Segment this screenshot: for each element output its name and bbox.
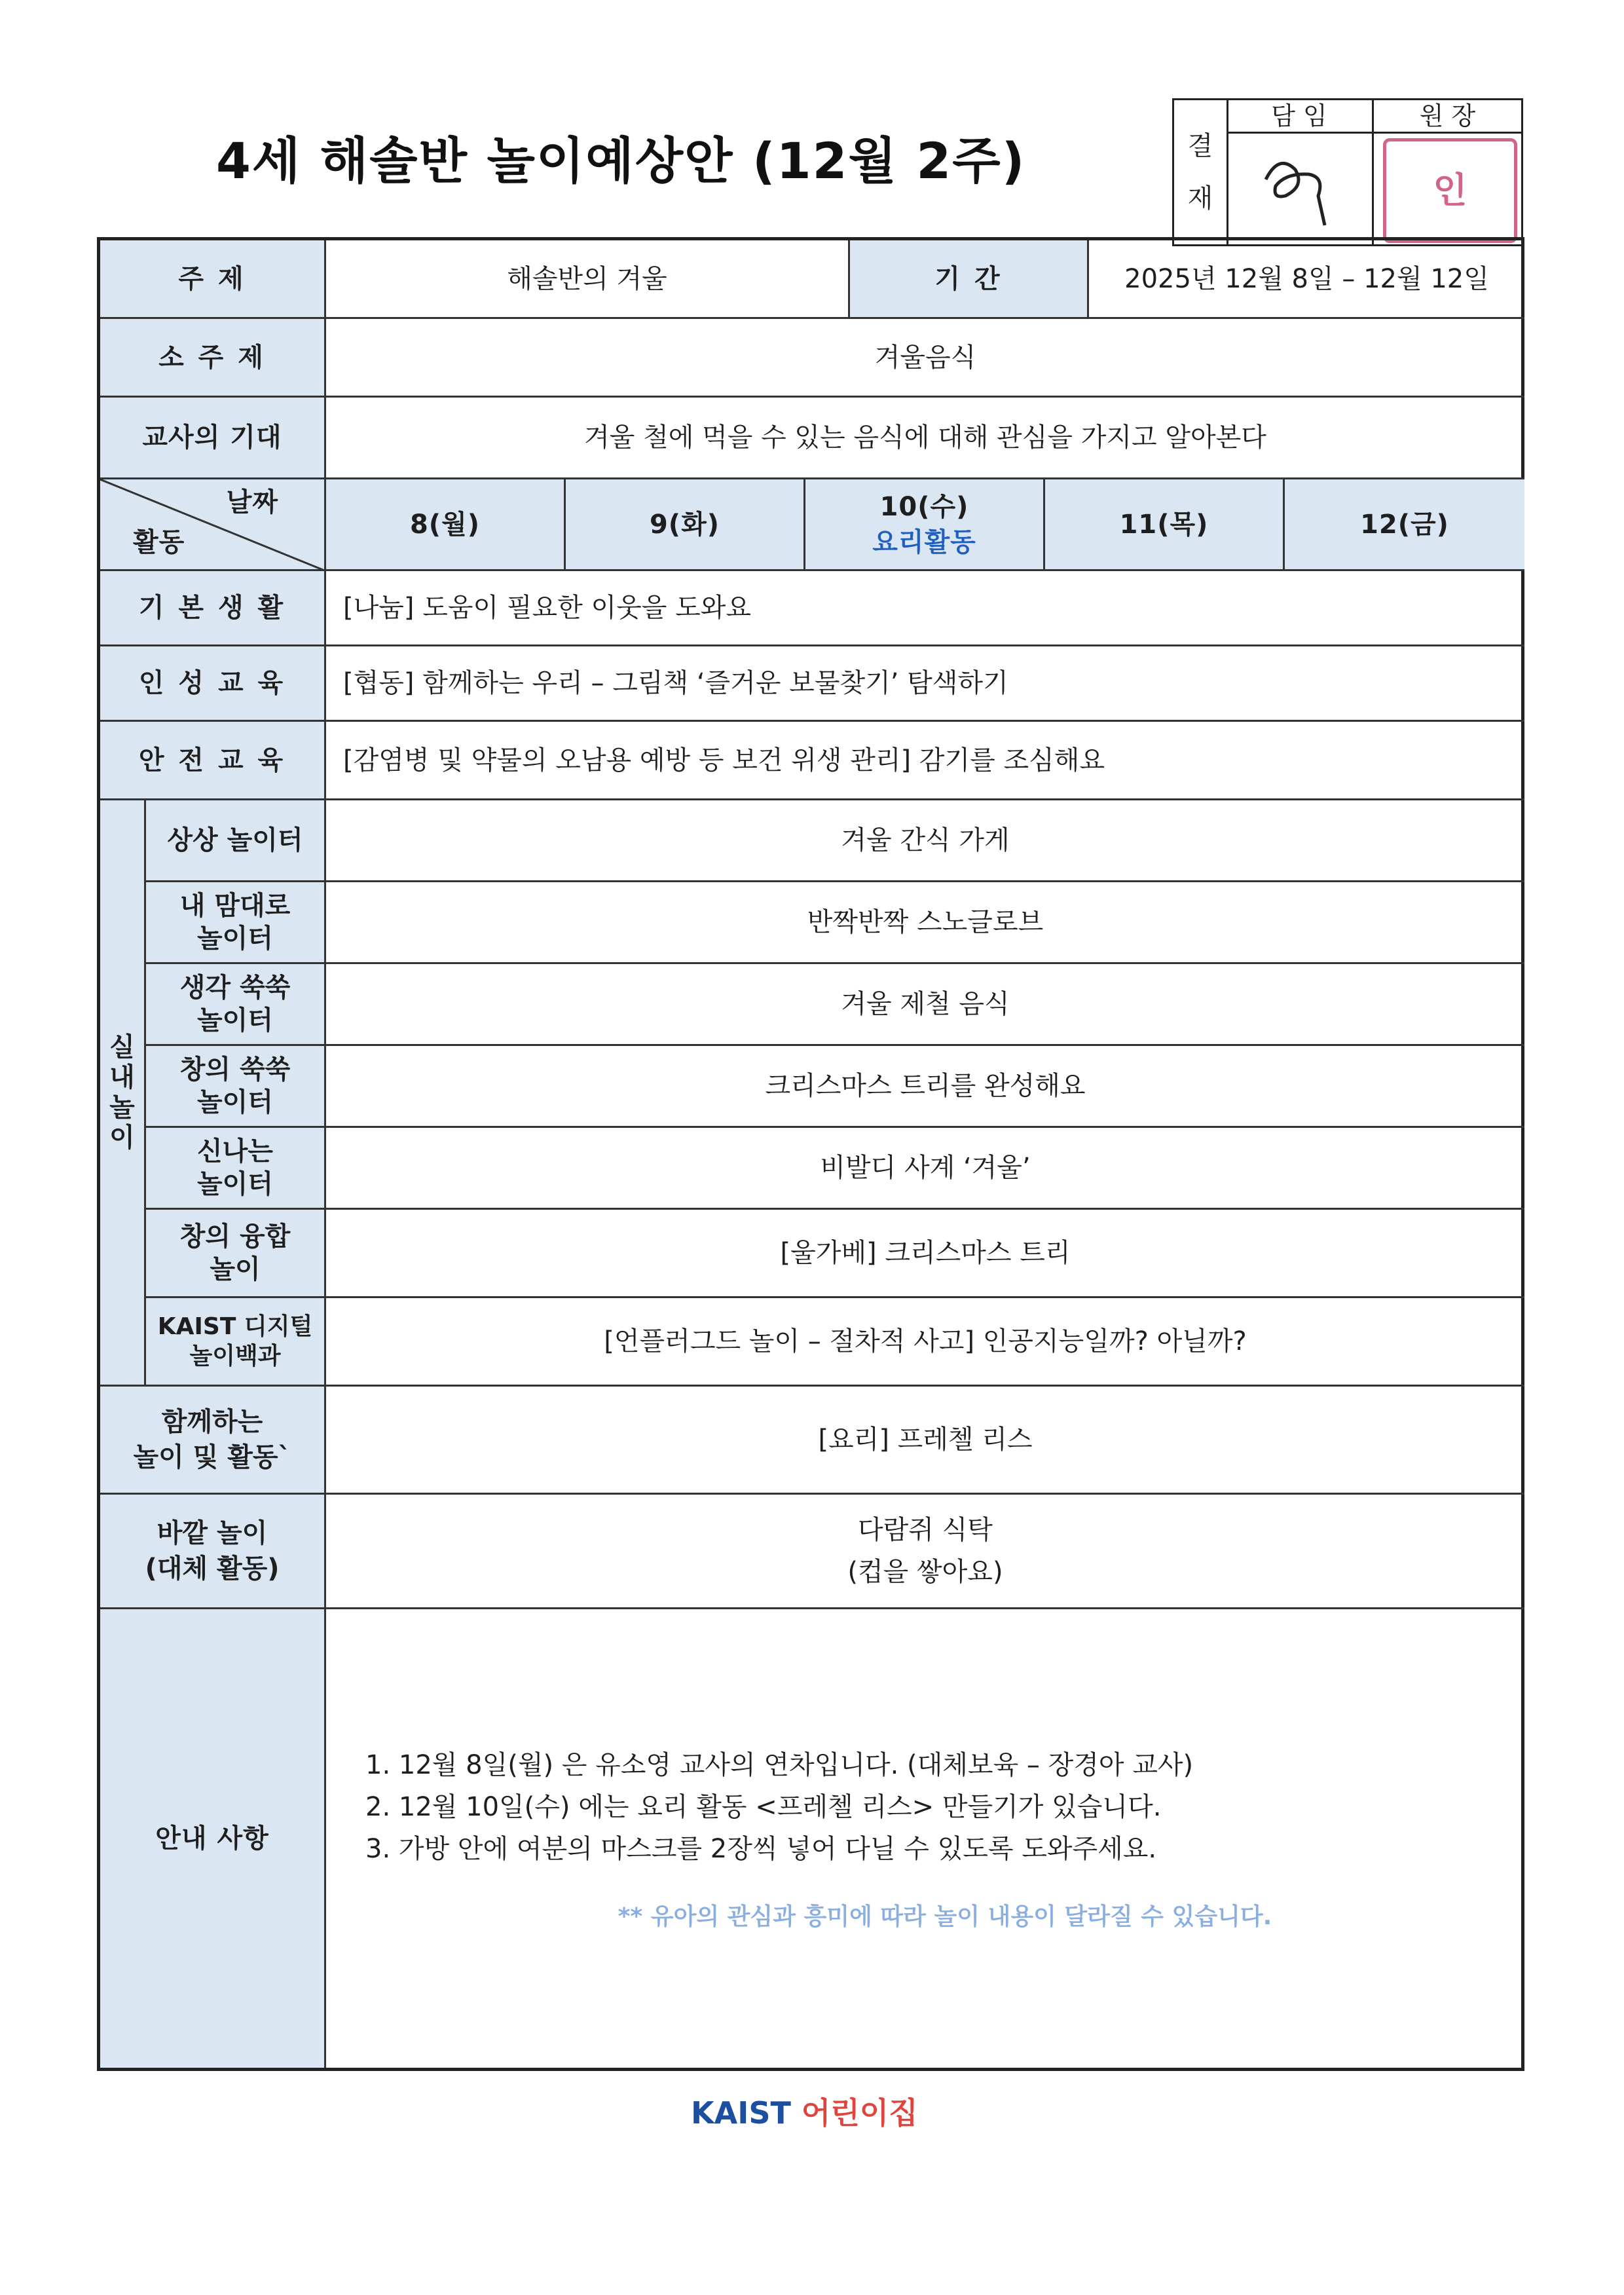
basic-life-value: [나눔] 도움이 필요한 이웃을 도와요 (326, 571, 1524, 646)
indoor-row-7-value: [언플러그드 놀이 – 절차적 사고] 인공지능일까? 아닐까? (326, 1298, 1524, 1387)
indoor-row-4-label-line1: 창의 쑥쑥 (179, 1054, 291, 1085)
logo-kindergarten: 어린이집 (801, 2095, 918, 2131)
indoor-row-6-label-line2: 놀이 (210, 1254, 261, 1284)
logo-kaist: KAIST (691, 2095, 791, 2131)
indoor-row-2-value: 반짝반짝 스노글로브 (326, 882, 1524, 964)
indoor-row-5-label (146, 1128, 326, 1210)
indoor-row-4-value: 크리스마스 트리를 완성해요 (326, 1046, 1524, 1128)
approval-teacher-label: 담 임 (1227, 100, 1372, 134)
outdoor-label (100, 1495, 326, 1609)
indoor-row-6-value: [울가베] 크리스마스 트리 (326, 1210, 1524, 1298)
basic-life-label: 기 본 생 활 (100, 571, 326, 646)
indoor-row-1-label (146, 800, 326, 882)
subtheme-value: 겨울음식 (326, 319, 1524, 398)
day-wed (805, 479, 1045, 571)
approval-box (1172, 98, 1523, 246)
activity-label: 활동 (133, 527, 185, 557)
indoor-row-6-label (146, 1210, 326, 1298)
period-value: 2025년 12월 8일 – 12월 12일 (1089, 240, 1524, 319)
safety-edu-value: [감염병 및 약물의 오남용 예방 등 보건 위생 관리] 감기를 조심해요 (326, 722, 1524, 800)
indoor-char-1: 실 (109, 1032, 135, 1062)
outdoor-value (326, 1495, 1524, 1609)
date-label: 날짜 (226, 487, 278, 517)
approval-side-bottom: 재 (1187, 183, 1213, 214)
together-label (100, 1387, 326, 1495)
approval-side-label (1174, 100, 1228, 244)
day-wed-note: 요리활동 (872, 527, 976, 557)
notice-content (326, 1609, 1524, 2068)
indoor-row-1-value: 겨울 간식 가게 (326, 800, 1524, 882)
day-tue: 9(화) (566, 479, 805, 571)
indoor-row-3-value: 겨울 제철 음식 (326, 964, 1524, 1046)
indoor-row-2-label (146, 882, 326, 964)
day-fri: 12(금) (1285, 479, 1524, 571)
expectation-value: 겨울 철에 먹을 수 있는 음식에 대해 관심을 가지고 알아본다 (326, 398, 1524, 479)
indoor-row-7-label-line1: KAIST 디지털 (157, 1313, 313, 1340)
indoor-row-3-label-line1: 생각 쑥쑥 (179, 973, 291, 1003)
kaist-kindergarten-logo (691, 2089, 918, 2133)
indoor-row-3-label (146, 964, 326, 1046)
indoor-row-7-label (146, 1298, 326, 1387)
outdoor-value-line2: (컵을 쌓아요) (847, 1557, 1003, 1587)
day-mon: 8(월) (326, 479, 566, 571)
safety-edu-label: 안 전 교 육 (100, 722, 326, 800)
plan-table (97, 237, 1524, 2071)
indoor-char-2: 내 (109, 1062, 135, 1092)
indoor-row-2-label-line1: 내 맘대로 (179, 891, 291, 921)
indoor-char-4: 이 (109, 1123, 135, 1153)
indoor-row-3-label-line2: 놀이터 (197, 1005, 273, 1036)
teacher-signature (1227, 134, 1372, 242)
period-label: 기 간 (850, 240, 1089, 319)
notice-item-3: 3. 가방 안에 여분의 마스크를 2장씩 넣어 다닐 수 있도록 도와주세요. (365, 1833, 1157, 1864)
notice-list (365, 1744, 1193, 1870)
notice-note: ** 유아의 관심과 흥미에 따라 놀이 내용이 달라질 수 있습니다. (618, 1903, 1272, 1930)
indoor-play-label (100, 800, 146, 1387)
together-label-line2: 놀이 및 활동` (133, 1442, 291, 1472)
indoor-char-3: 놀 (109, 1092, 135, 1123)
subtheme-label: 소 주 제 (100, 319, 326, 398)
together-label-line1: 함께하는 (161, 1407, 263, 1437)
day-thu: 11(목) (1045, 479, 1285, 571)
director-stamp: 인 (1383, 138, 1517, 243)
theme-label: 주 제 (100, 240, 326, 319)
approval-teacher-column (1227, 100, 1374, 244)
approval-director-column (1374, 100, 1521, 244)
outdoor-label-line1: 바깥 놀이 (157, 1518, 268, 1548)
indoor-row-1-label-line1: 상상 놀이터 (167, 825, 303, 855)
indoor-row-2-label-line2: 놀이터 (197, 924, 273, 954)
indoor-row-5-label-line2: 놀이터 (197, 1169, 273, 1199)
schedule-corner (100, 479, 326, 571)
day-wed-label: 10(수) (879, 491, 969, 522)
theme-value: 해솔반의 겨울 (326, 240, 850, 319)
page-title: 4세 해솔반 놀이예상안 (12월 2주) (216, 132, 1026, 190)
expectation-label: 교사의 기대 (100, 398, 326, 479)
outdoor-label-line2: (대체 활동) (145, 1554, 280, 1584)
indoor-row-4-label-line2: 놀이터 (197, 1087, 273, 1117)
character-edu-label: 인 성 교 육 (100, 646, 326, 722)
approval-side-top: 결 (1187, 131, 1213, 161)
indoor-row-7-label-line2: 놀이백과 (189, 1343, 281, 1370)
notice-item-2: 2. 12월 10일(수) 에는 요리 활동 <프레첼 리스> 만들기가 있습니다. (365, 1791, 1162, 1822)
indoor-row-4-label (146, 1046, 326, 1128)
indoor-row-5-label-line1: 신나는 (197, 1136, 273, 1166)
indoor-row-5-value: 비발디 사계 ‘겨울’ (326, 1128, 1524, 1210)
indoor-row-6-label-line1: 창의 융합 (179, 1222, 291, 1252)
together-value: [요리] 프레첼 리스 (326, 1387, 1524, 1495)
outdoor-value-line1: 다람쥐 식탁 (858, 1515, 993, 1545)
notice-item-1: 1. 12월 8일(월) 은 유소영 교사의 연차입니다. (대체보육 – 장경아 교사) (365, 1749, 1194, 1780)
character-edu-value: [협동] 함께하는 우리 – 그림책 ‘즐거운 보물찾기’ 탐색하기 (326, 646, 1524, 722)
notice-label: 안내 사항 (100, 1609, 326, 2068)
approval-director-label: 원 장 (1374, 100, 1521, 134)
